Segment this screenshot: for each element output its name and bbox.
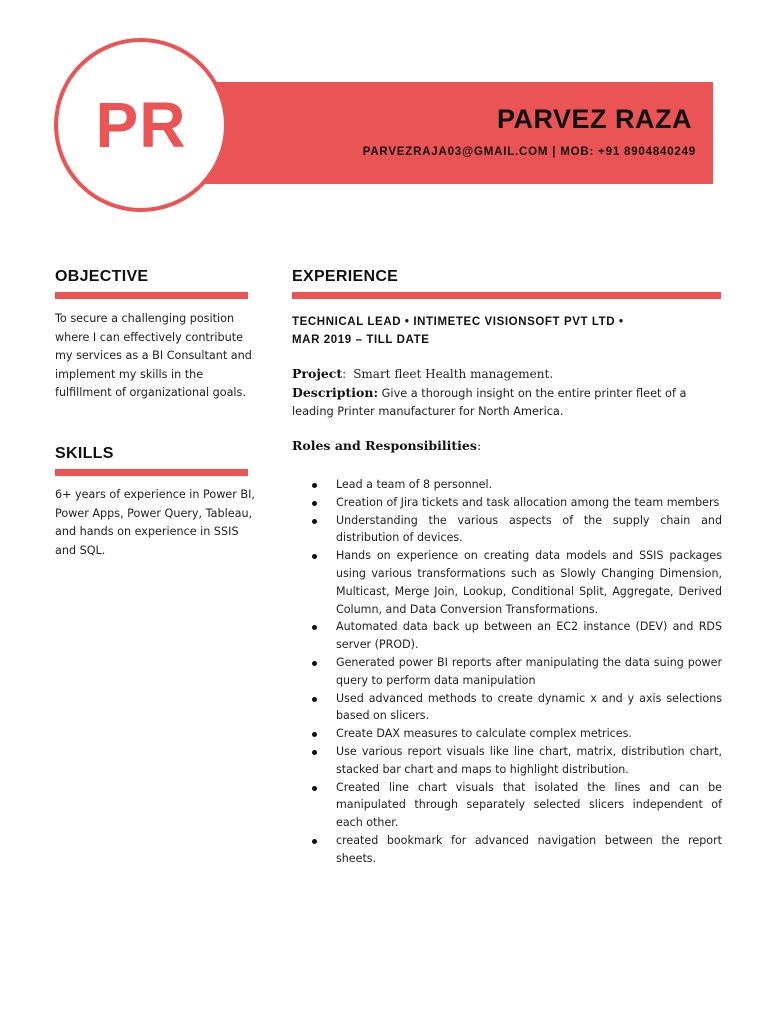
role-text: created bookmark for advanced navigation between the report sheets. xyxy=(336,833,722,865)
list-item xyxy=(312,476,722,494)
list-item xyxy=(312,654,722,690)
list-item xyxy=(312,779,722,832)
contact-info: PARVEZRAJA03@GMAIL.COM | MOB: +91 8904840249 xyxy=(362,146,696,158)
list-item xyxy=(312,725,722,743)
role-text: Creation of Jira tickets and task allocation among the team members xyxy=(336,495,720,509)
list-item xyxy=(312,547,722,618)
project-value: Smart fleet Health management. xyxy=(353,367,554,381)
monogram-circle xyxy=(54,38,228,212)
job-dates: MAR 2019 – TILL DATE xyxy=(292,334,430,346)
bullet-icon xyxy=(312,519,317,524)
bullet-icon xyxy=(312,750,317,755)
role-text: Hands on experience on creating data models and SSIS packages using various transformations such as Slowly Changing Dimension, Multicast, Merge Join, Lookup, Conditional Split, Aggregate, Derived Column, and Data Conversion Transformations. xyxy=(336,549,722,616)
job-title: TECHNICAL LEAD • INTIMETEC VISIONSOFT PVT LTD • xyxy=(292,316,624,328)
bullet-icon xyxy=(312,625,317,630)
role-text: Generated power BI reports after manipulating the data suing power query to perform data manipulation xyxy=(336,655,722,687)
skills-text: 6+ years of experience in Power BI, Power Apps, Power Query, Tableau, and hands on experience in SSIS and SQL. xyxy=(55,488,255,557)
role-text: Created line chart visuals that isolated the lines and can be manipulated through separately selected slicers independent of each other. xyxy=(336,780,722,830)
list-item xyxy=(312,512,722,548)
roles-heading-text: Roles and Responsibilities xyxy=(292,438,477,453)
role-text: Understanding the various aspects of the supply chain and distribution of devices. xyxy=(336,513,722,545)
skills-title: SKILLS xyxy=(55,445,114,462)
description-block xyxy=(292,384,722,421)
role-text: Create DAX measures to calculate complex metrices. xyxy=(336,727,632,741)
description-label: Description: xyxy=(292,385,379,400)
objective-text: To secure a challenging position where I can effectively contribute my services as a BI Consultant and implement my skills in the fulfillment of organizational goals. xyxy=(55,312,252,399)
role-text: Use various report visuals like line chart, matrix, distribution chart, stacked bar chart and maps to highlight distribution. xyxy=(336,744,722,776)
bullet-icon xyxy=(312,501,317,506)
role-text: Used advanced methods to create dynamic x and y axis selections based on slicers. xyxy=(336,691,722,723)
bullet-icon xyxy=(312,483,317,488)
project-line: Project: Smart fleet Health management. xyxy=(292,366,554,381)
list-item xyxy=(312,690,722,726)
objective-title: OBJECTIVE xyxy=(55,268,149,285)
roles-heading: Roles and Responsibilities: xyxy=(292,438,482,453)
list-item xyxy=(312,832,722,868)
list-item xyxy=(312,618,722,654)
bullet-icon xyxy=(312,554,317,559)
roles-list xyxy=(312,476,722,868)
list-item xyxy=(312,743,722,779)
experience-title: EXPERIENCE xyxy=(292,268,399,285)
job-heading xyxy=(292,313,712,349)
role-text: Lead a team of 8 personnel. xyxy=(336,478,493,491)
list-item xyxy=(312,494,722,512)
description-value: Give a thorough insight on the entire printer fleet of a leading Printer manufacturer for North America. xyxy=(292,387,687,418)
skills-divider xyxy=(55,469,248,476)
candidate-name: PARVEZ RAZA xyxy=(496,104,692,134)
bullet-icon xyxy=(312,661,317,666)
bullet-icon xyxy=(312,839,317,844)
role-text: Automated data back up between an EC2 instance (DEV) and RDS server (PROD). xyxy=(336,620,722,652)
bullet-icon xyxy=(312,697,317,702)
bullet-icon xyxy=(312,732,317,737)
experience-divider xyxy=(292,292,721,299)
bullet-icon xyxy=(312,786,317,791)
project-label: Project xyxy=(292,366,343,381)
objective-divider xyxy=(55,292,248,299)
monogram: PR xyxy=(95,89,187,161)
